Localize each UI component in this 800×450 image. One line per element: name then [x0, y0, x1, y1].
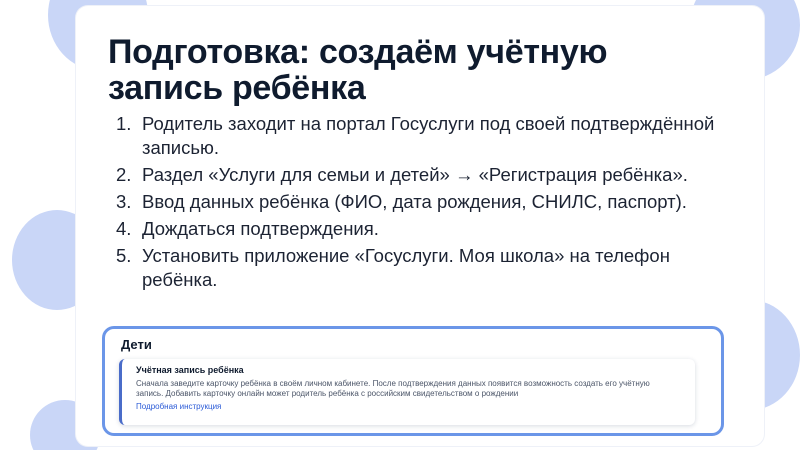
step-item [116, 244, 736, 292]
step-text: Родитель заходит на портал Госуслуги под своей подтверждённой записью. [142, 113, 715, 158]
child-account-card[interactable] [119, 359, 695, 425]
account-card-title: Учётная запись ребёнка [136, 365, 244, 375]
account-card-description: Сначала заведите карточку ребёнка в своём личном кабинете. После подтверждения данных появится возможность создать его учётную запись. Добавить карточку онлайн может родитель ребёнка с российским свидетельством о рождении [136, 379, 650, 398]
step-text: Установить приложение «Госуслуги. Моя школа» на телефон ребёнка. [142, 245, 670, 290]
step-item [116, 163, 736, 187]
slide-title: Подготовка: создаём учётную запись ребёнка [108, 33, 608, 107]
step-number: 3. [116, 191, 132, 212]
children-section-widget [102, 326, 724, 436]
section-title: Дети [121, 337, 152, 352]
step-item [116, 112, 736, 160]
step-number: 4. [116, 218, 132, 239]
step-number: 1. [116, 113, 132, 134]
step-number: 5. [116, 245, 132, 266]
instruction-link[interactable]: Подробная инструкция [136, 402, 222, 411]
step-text: Ввод данных ребёнка (ФИО, дата рождения, СНИЛС, паспорт). [142, 191, 687, 212]
step-number: 2. [116, 164, 132, 185]
step-text: Дождаться подтверждения. [142, 218, 379, 239]
steps-list [116, 112, 736, 295]
step-text: Раздел «Услуги для семьи и детей» → «Регистрация ребёнка». [142, 164, 688, 185]
step-item [116, 217, 736, 241]
step-item [116, 190, 736, 214]
